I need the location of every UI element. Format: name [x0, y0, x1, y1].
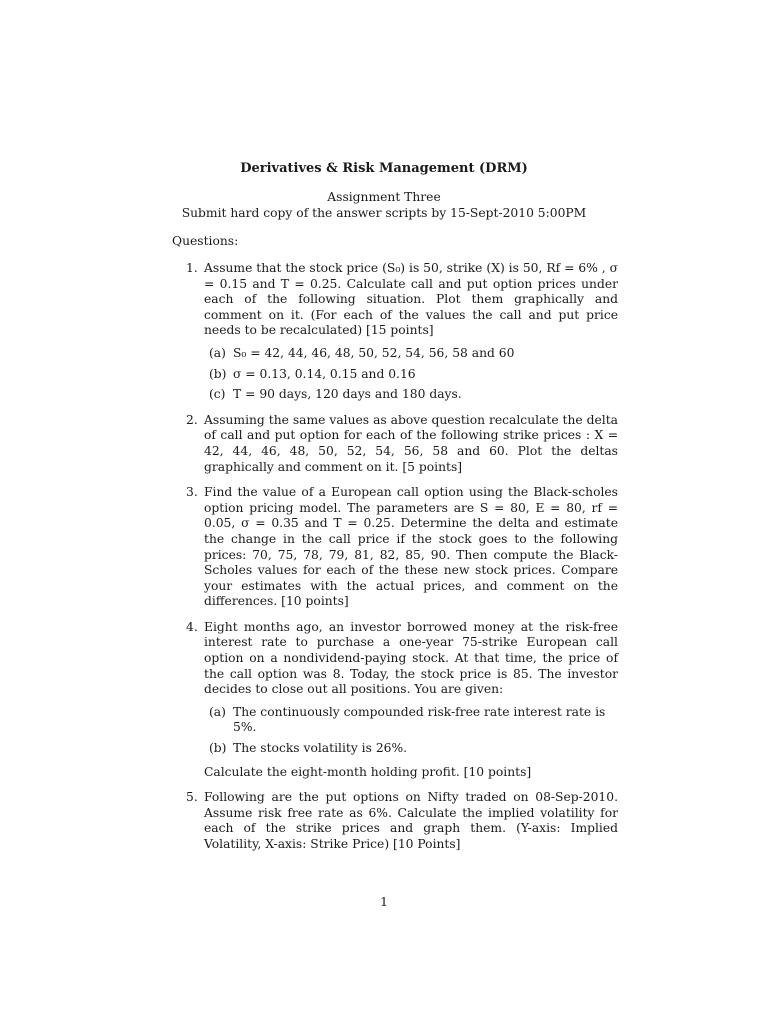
question-item — [186, 790, 618, 852]
question-item — [186, 485, 618, 610]
questions-heading: Questions: — [172, 234, 239, 248]
question-item — [186, 620, 618, 780]
sub-question-label: (a) — [209, 704, 226, 719]
question-text: Following are the put options on Nifty traded on 08-Sep-2010. Assume risk free rate as 6%. Calculate the implied volatility for each of the strike prices and graph them. (Y-axis: Implied Volatility, X-axis: Strike Price) [10 Points] — [204, 790, 618, 851]
sub-question-label: (a) — [209, 345, 226, 360]
sub-question-text: The continuously compounded risk-free rate interest rate is 5%. — [233, 704, 606, 735]
sub-question-item — [204, 705, 618, 736]
question-number: 1. — [186, 261, 198, 275]
question-item — [186, 413, 618, 475]
sub-question-item — [204, 741, 618, 757]
sub-question-text: σ = 0.13, 0.14, 0.15 and 0.16 — [233, 366, 416, 381]
question-number: 5. — [186, 790, 198, 805]
sub-question-text: S₀ = 42, 44, 46, 48, 50, 52, 54, 56, 58 and 60 — [233, 345, 515, 360]
sub-question-label: (b) — [209, 741, 227, 756]
sub-question-list — [204, 346, 618, 403]
submission-deadline: Submit hard copy of the answer scripts by 15-Sept-2010 5:00PM — [181, 206, 587, 220]
sub-question-label: (b) — [209, 366, 227, 381]
sub-question-item — [204, 387, 618, 403]
assignment-subtitle: Assignment Three — [327, 190, 441, 204]
question-number: 3. — [186, 485, 198, 500]
question-text: Eight months ago, an investor borrowed money at the risk-free interest rate to purchase a one-year 75-strike European call option on a nondividend-paying stock. At that time, the price of the call option was 8. Today, the stock price is 85. The investor decides to close out all positions. You are given: — [204, 619, 618, 697]
question-item — [186, 261, 618, 403]
document-title: Derivatives & Risk Management (DRM) — [240, 161, 528, 176]
question-text: Assuming the same values as above question recalculate the delta of call and put option for each of the following strike prices : X = 42, 44, 46, 48, 50, 52, 54, 56, 58 and 60. Plot the deltas graphically and comment on it. [5 points] — [204, 412, 618, 474]
questions-list — [186, 261, 618, 863]
sub-question-item — [204, 346, 618, 362]
sub-question-label: (c) — [209, 387, 226, 402]
sub-question-list — [204, 705, 618, 757]
sub-question-text: T = 90 days, 120 days and 180 days. — [233, 387, 462, 402]
sub-question-text: The stocks volatility is 26%. — [233, 741, 408, 756]
question-followup-text: Calculate the eight-month holding profit. [10 points] — [204, 764, 532, 779]
question-number: 2. — [186, 412, 198, 427]
page-number: 1 — [380, 895, 388, 909]
sub-question-item — [204, 367, 618, 383]
question-text: Assume that the stock price (S₀) is 50, strike (X) is 50, Rf = 6% , σ = 0.15 and T = 0.25. Calculate call and put option prices under each of the following situation. Plot them graphically and comment on it. (For each of the values the call and put price needs to be recalculated) [15 points] — [204, 261, 618, 338]
question-text: Find the value of a European call option using the Black-scholes option pricing model. The parameters are S = 80, E = 80, rf = 0.05, σ = 0.35 and T = 0.25. Determine the delta and estimate the change in the call price if the stock goes to the following prices: 70, 75, 78, 79, 81, 82, 85, 90. Then compute the Black-Scholes values for each of the these new stock prices. Compare your estimates with the actual prices, and comment on the differences. [10 points] — [204, 485, 618, 609]
question-number: 4. — [186, 619, 198, 634]
